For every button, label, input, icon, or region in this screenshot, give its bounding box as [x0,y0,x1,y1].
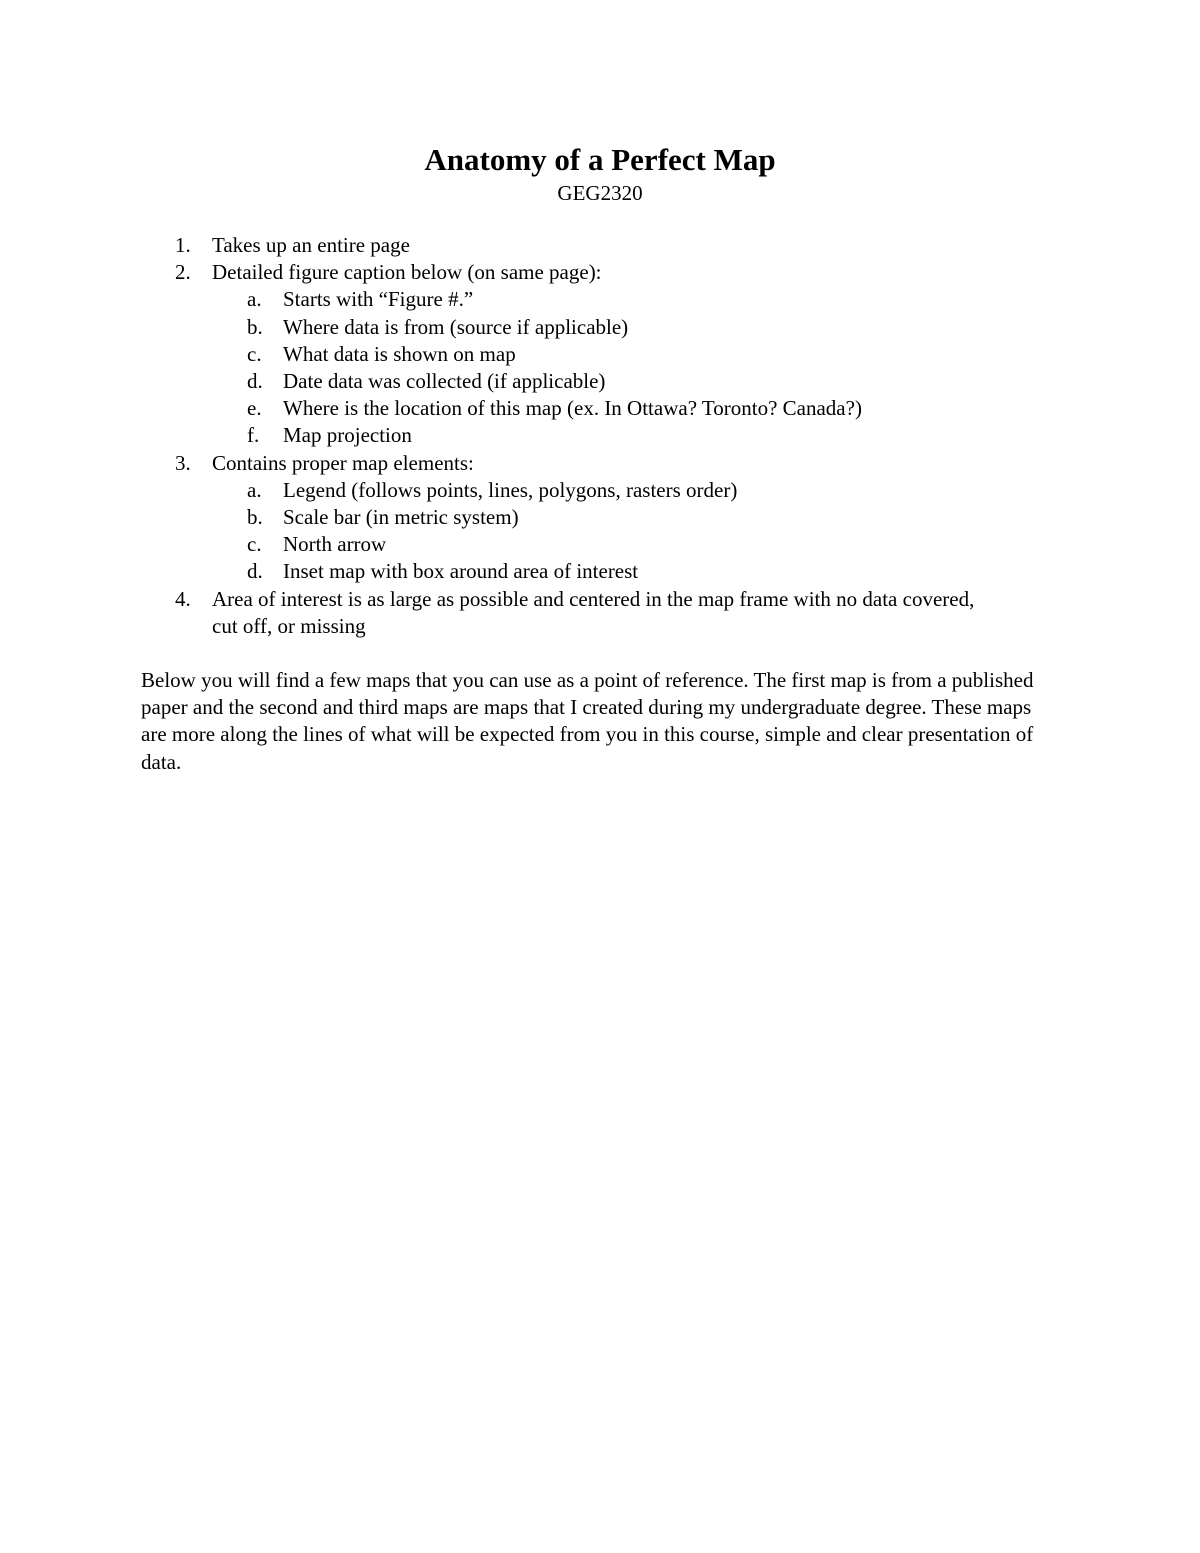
list-item-text: Contains proper map elements: [212,450,474,475]
sub-list-item [212,504,1002,531]
sub-list-text: Where data is from (source if applicable) [283,314,629,339]
list-item-text: Takes up an entire page [212,233,410,257]
list-number: 4. [175,586,191,611]
sub-list-item [212,314,1002,341]
list-number: 2. [175,260,191,285]
sub-list-item [212,341,1002,368]
list-number: 3. [175,450,191,475]
sub-list-text: Starts with “Figure #.” [283,287,474,312]
sub-list-text: Inset map with box around area of interest [283,559,639,584]
sub-list [212,286,1002,449]
list-item-text: Detailed figure caption below (on same page): [212,260,602,285]
sub-list-text: Map projection [283,423,412,448]
sub-list-letter: b. [247,505,263,530]
list-number: 1. [175,233,191,257]
sub-list-item [212,477,1002,504]
sub-list-letter: a. [247,477,262,502]
course-code: GEG2320 [557,181,643,205]
sub-list-letter: c. [247,532,262,557]
sub-list-item [212,531,1002,558]
sub-list-letter: d. [247,559,263,584]
sub-list-text: Where is the location of this map (ex. In Ottawa? Toronto? Canada?) [283,396,862,421]
sub-list-item [212,558,1002,585]
sub-list [212,477,1002,586]
sub-list-letter: b. [247,314,263,339]
page-title: Anatomy of a Perfect Map [424,142,776,177]
list-item [0,450,1002,586]
sub-list-text: What data is shown on map [283,341,516,366]
list-item [0,259,1002,449]
sub-list-letter: c. [247,341,262,366]
sub-list-letter: a. [247,287,262,312]
body-paragraph: Below you will find a few maps that you can use as a point of reference. The first map is from a published paper and the second and third maps are maps that I created during my undergraduate degree. These maps are more along the lines of what will be expected from you in this course, simple and clear presentation of data. [141,668,1034,774]
list-item [0,586,1002,640]
sub-list-item [212,395,1002,422]
sub-list-text: North arrow [283,532,387,557]
sub-list-letter: d. [247,369,263,394]
sub-list-item [212,422,1002,449]
sub-list-text: Date data was collected (if applicable) [283,369,606,394]
sub-list-letter: f. [247,423,260,448]
list-item [0,232,1002,259]
sub-list-text: Scale bar (in metric system) [283,505,519,530]
list-item-text: Area of interest is as large as possible and centered in the map frame with no data covered, cut off, or missing [212,586,975,638]
sub-list-letter: e. [247,396,262,421]
sub-list-item [212,368,1002,395]
sub-list-text: Legend (follows points, lines, polygons, rasters order) [283,477,738,502]
requirements-list [0,232,1200,640]
sub-list-item [212,286,1002,313]
